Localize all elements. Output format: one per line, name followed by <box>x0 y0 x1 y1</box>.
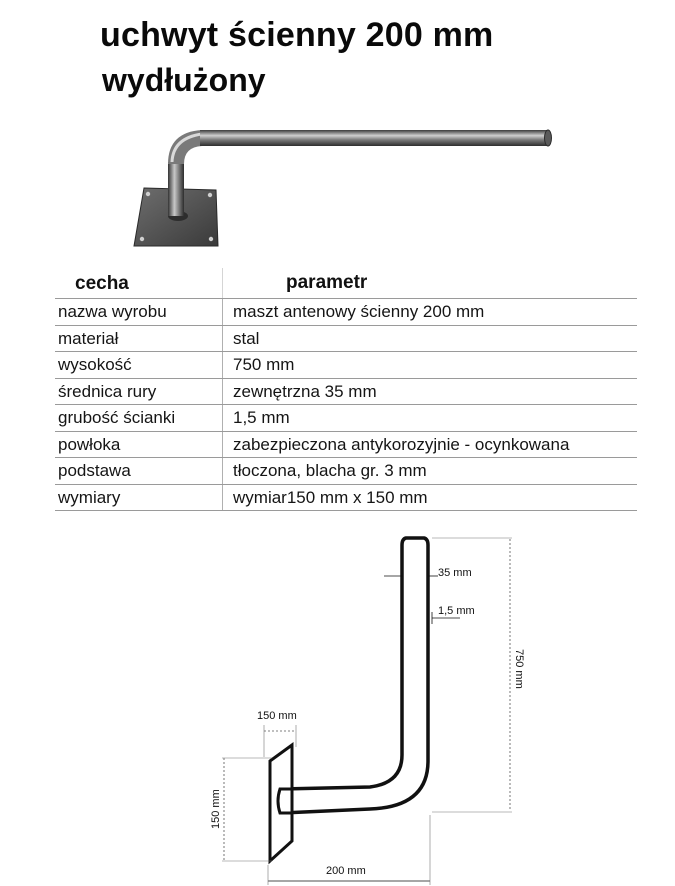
table-row <box>55 405 637 432</box>
table-row <box>55 299 637 326</box>
product-photo <box>120 112 560 252</box>
feature-cell: średnica rury <box>55 379 223 405</box>
header-parameter: parametr <box>286 272 368 293</box>
technical-drawing <box>200 525 540 885</box>
table-row <box>55 458 637 485</box>
photo-pipe-horizontal <box>200 130 548 146</box>
spec-table-header <box>55 268 637 298</box>
header-divider <box>222 268 223 298</box>
feature-cell: wymiary <box>55 485 223 511</box>
header-feature: cecha <box>75 273 129 294</box>
value-cell: wymiar150 mm x 150 mm <box>233 487 428 507</box>
dim-arm-length-label: 200 mm <box>326 865 366 877</box>
dim-diameter-label: 35 mm <box>438 567 472 579</box>
product-subtitle: wydłużony <box>102 62 266 98</box>
value-cell: zewnętrzna 35 mm <box>233 381 377 401</box>
photo-pipe-vertical <box>168 162 184 216</box>
feature-cell: wysokość <box>55 352 223 378</box>
table-row <box>55 379 637 406</box>
table-row <box>55 485 637 512</box>
table-row <box>55 432 637 459</box>
drawing-pipe-outline <box>282 538 428 813</box>
value-cell: zabezpieczona antykorozyjnie - ocynkowana <box>233 434 570 454</box>
value-cell: 750 mm <box>233 355 295 374</box>
dim-base-height-label: 150 mm <box>210 789 222 829</box>
product-title: uchwyt ścienny 200 mm <box>100 16 494 54</box>
dim-height-label: 750 mm <box>513 649 525 689</box>
spec-table <box>55 268 637 511</box>
spec-table-body <box>55 298 637 511</box>
value-cell: tłoczona, blacha gr. 3 mm <box>233 461 427 480</box>
feature-cell: grubość ścianki <box>55 405 223 431</box>
feature-cell: nazwa wyrobu <box>55 299 223 325</box>
dim-thickness-label: 1,5 mm <box>438 605 475 617</box>
feature-cell: podstawa <box>55 458 223 484</box>
feature-cell: powłoka <box>55 432 223 458</box>
table-row <box>55 326 637 353</box>
value-cell: maszt antenowy ścienny 200 mm <box>233 302 485 321</box>
table-row <box>55 352 637 379</box>
feature-cell: materiał <box>55 326 223 352</box>
drawing-base-plate <box>270 745 292 861</box>
value-cell: 1,5 mm <box>233 408 290 427</box>
value-cell: stal <box>233 328 260 348</box>
dim-base-width-label: 150 mm <box>257 710 297 722</box>
